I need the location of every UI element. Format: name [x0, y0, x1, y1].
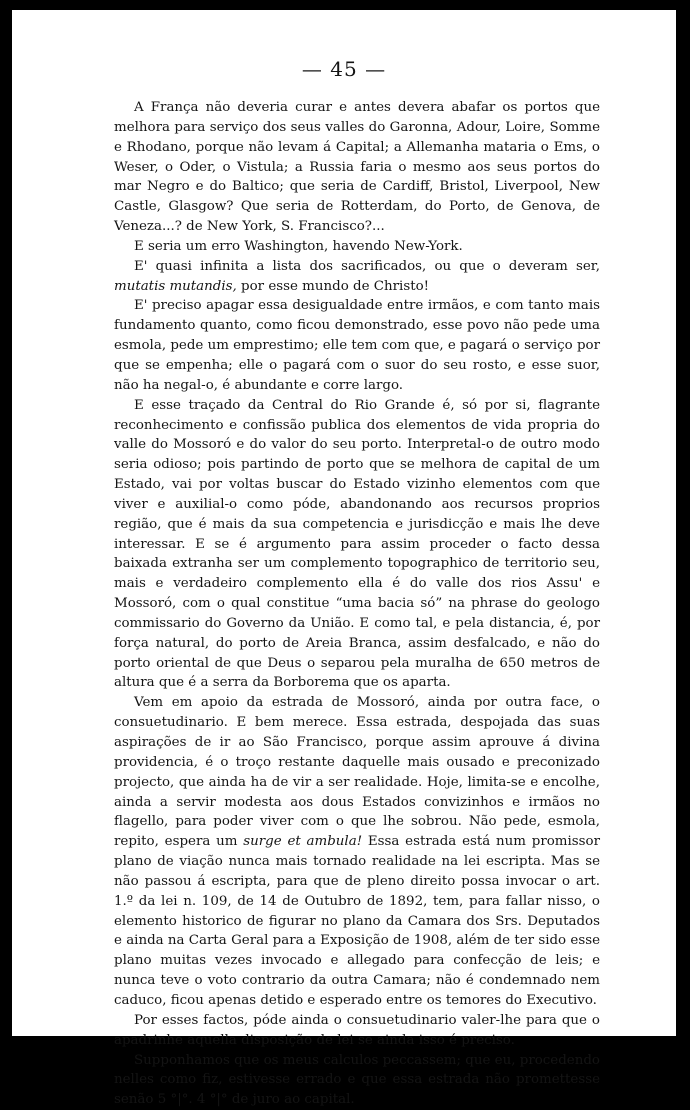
latin-phrase-mutatis-mutandis: mutatis mutandis, — [114, 279, 237, 294]
paragraph-3-text: E' quasi infinita a lista dos sacrificados, ou que o deveram ser, — [134, 259, 600, 274]
paragraph-4: E' preciso apagar essa desigualdade entre irmãos, e com tanto mais fundamento quanto, como ficou demonstrado, esse povo não pede uma esmola, pede um emprestimo; elle tem com que, e pagará o serviço por que se empenha; elle o pagará com o suor do seu rosto, e esse suor, não ha negal-o, é abundante e corre largo. — [114, 296, 600, 395]
page-number: — 45 — — [12, 57, 676, 81]
paragraph-2: E seria um erro Washington, havendo New-York. — [114, 237, 600, 257]
book-page — [12, 10, 676, 1036]
paragraph-6-tail: Essa estrada está num promissor plano de viação nunca mais tornado realidade na lei escripta. Mas se não passou á escripta, para que de pleno direito possa invocar o art. 1.º da lei n. 109, de 14 de Outubro de 1892, tem, para fallar nisso, o elemento historico de figurar no plano da Camara dos Srs. Deputados e ainda na Carta Geral para a Exposição de 1908, além de ter sido esse plano muitas vezes invocado e allegado para confecção de leis; e nunca teve o voto contrario da outra Camara; não é condemnado nem caduco, ficou apenas detido e esperado entre os temores do Executivo. — [114, 834, 600, 1008]
paragraph-6-text: Vem em apoio da estrada de Mossoró, ainda por outra face, o consuetudinario. E bem merece. Essa estrada, despojada das suas aspirações de ir ao São Francisco, porque assim aprouve á divina providencia, é o troço restante daquelle mais ousado e preconizado projecto, que ainda ha de vir a ser realidade. Hoje, limita-se e encolhe, ainda a servir modesta aos dous Estados convizinhos e irmãos no flagello, para poder viver com o que lhe sobrou. Não pede, esmola, repito, espera um — [114, 695, 600, 849]
paragraph-3-tail: por esse mundo de Christo! — [237, 279, 429, 294]
body-text — [114, 98, 600, 1110]
paragraph-5: E esse traçado da Central do Rio Grande é, só por si, flagrante reconhecimento e confissão publica dos elementos de vida propria do valle do Mossoró e do valor do seu porto. Interpretal-o de outro modo seria odioso; pois partindo de porto que se melhora de capital de um Estado, vai por voltas buscar do Estado vizinho elementos com que viver e auxilial-o como póde, abandonando aos recursos proprios região, que é mais da sua competencia e jurisdicção e mais lhe deve interessar. E se é argumento para assim proceder o facto dessa baixada extranha ser um complemento topographico de territorio seu, mais e verdadeiro complemento ella é do valle dos rios Assu' e Mossoró, com o qual constitue “uma bacia só” na phrase do geologo commissario do Governo da União. E como tal, e pela distancia, é, por força natural, do porto de Areia Branca, assim desfalcado, e não do porto oriental de que Deus o separou pela muralha de 650 metros de altura que é a serra da Borborema que os aparta. — [114, 396, 600, 694]
paragraph-1: A França não deveria curar e antes devera abafar os portos que melhora para serviço dos seus valles do Garonna, Adour, Loire, Somme e Rhodano, porque não levam á Capital; a Allemanha mataria o Ems, o Weser, o Oder, o Vistula; a Russia faria o mesmo aos seus portos do mar Negro e do Baltico; que seria de Cardiff, Bristol, Liverpool, New Castle, Glasgow? Que seria de Rotterdam, do Porto, de Genova, de Veneza...? de New York, S. Francisco?... — [114, 98, 600, 237]
paragraph-8: Supponhamos que os meus calculos peccassem; que eu, procedendo nelles como fiz, estivesse errado e que essa estrada não promettesse senão 5 °|°. 4 °|° de juro ao capital. — [114, 1051, 600, 1110]
paragraph-3 — [114, 257, 600, 297]
latin-phrase-surge-et-ambula: surge et ambula! — [243, 834, 362, 849]
paragraph-6 — [114, 693, 600, 1011]
paragraph-7: Por esses factos, póde ainda o consuetudinario valer-lhe para que o apadrinhe aquella disposição de lei se ainda isso é preciso. — [114, 1011, 600, 1051]
